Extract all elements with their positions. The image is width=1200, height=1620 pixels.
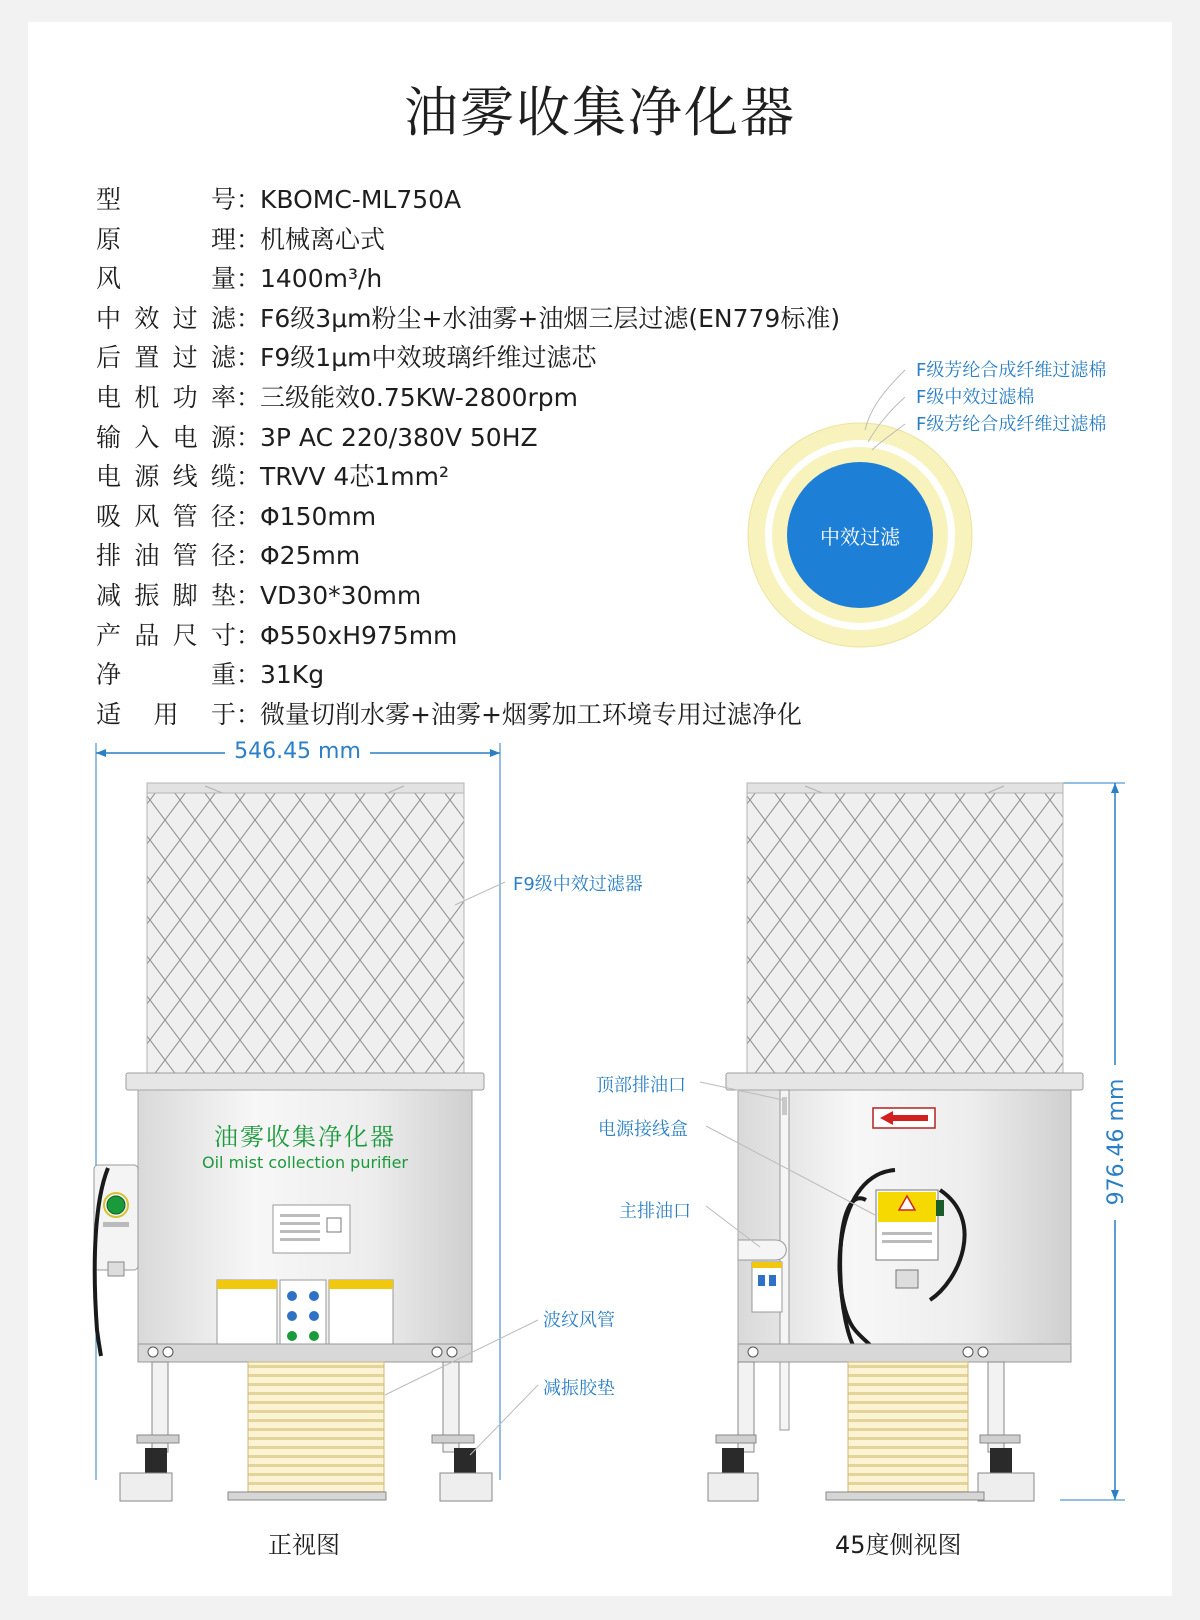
body-brand-subtitle: Oil mist collection purifier xyxy=(202,1153,408,1172)
f9-filter-mesh xyxy=(147,793,464,1073)
top-oil-drain-pipe xyxy=(780,1090,789,1430)
spec-value: 31Kg xyxy=(260,660,325,690)
spec-row: 输入电源：3P AC 220/380V 50HZ xyxy=(96,418,840,458)
spec-value: TRVV 4芯1mm² xyxy=(260,462,449,492)
main-oil-drain-port xyxy=(738,1240,786,1260)
spec-value: 机械离心式 xyxy=(260,224,386,254)
anti-vibration-pad xyxy=(990,1448,1012,1473)
spec-row: 风量：1400m³/h xyxy=(96,259,840,299)
dimension-arrow-up-icon xyxy=(1111,783,1119,793)
side-view-drawing xyxy=(700,783,1130,1501)
spec-row: 电机功率：三级能效0.75KW-2800rpm xyxy=(96,378,840,418)
side-corrugated-air-duct xyxy=(848,1362,968,1492)
filter-layer-callout: F级芳纶合成纤维过滤棉 xyxy=(916,414,1107,435)
spec-value: Φ25mm xyxy=(260,541,361,571)
spec-row: 净重：31Kg xyxy=(96,655,840,695)
spec-row: 吸风管径：Φ150mm xyxy=(96,497,840,537)
f9-filter-callout: F9级中效过滤器 xyxy=(513,874,643,895)
spec-value: Φ550xH975mm xyxy=(260,620,458,650)
anti-vibration-pad xyxy=(145,1448,167,1473)
spec-label: 减振脚垫 xyxy=(96,580,236,610)
spec-row: 原理：机械离心式 xyxy=(96,220,840,260)
anti-vibration-pad xyxy=(722,1448,744,1473)
spec-row: 产品尺寸：Φ550xH975mm xyxy=(96,616,840,656)
spec-label: 产品尺寸 xyxy=(96,620,236,650)
spec-row: 中效过滤：F6级3μm粉尘+水油雾+油烟三层过滤(EN779标准) xyxy=(96,299,840,339)
core-filter-label: 中效过滤 xyxy=(820,525,900,549)
spec-label: 吸风管径 xyxy=(96,501,236,531)
spec-row: 后置过滤：F9级1μm中效玻璃纤维过滤芯 xyxy=(96,338,840,378)
spec-label: 原理 xyxy=(96,224,236,254)
dimension-arrow-right-icon xyxy=(490,749,500,757)
spec-value: 3P AC 220/380V 50HZ xyxy=(260,422,538,452)
filter-layer-callout: F级中效过滤棉 xyxy=(916,387,1035,408)
spec-label: 中效过滤 xyxy=(96,303,236,333)
spec-label: 风量 xyxy=(96,264,236,294)
spec-value: VD30*30mm xyxy=(260,580,422,610)
spec-value: Φ150mm xyxy=(260,501,377,531)
spec-value: 三级能效0.75KW-2800rpm xyxy=(260,382,579,412)
spec-label: 型号 xyxy=(96,185,236,214)
spec-row: 适用于：微量切削水雾+油雾+烟雾加工环境专用过滤净化 xyxy=(96,695,840,735)
spec-label: 适用于 xyxy=(96,699,236,729)
body-brand-title: 油雾收集净化器 xyxy=(214,1123,396,1151)
width-dimension-label: 546.45 mm xyxy=(234,739,361,764)
junction-box-callout: 电源接线盒 xyxy=(598,1119,688,1140)
spec-label: 排油管径 xyxy=(96,541,236,571)
top-oil-drain-callout: 顶部排油口 xyxy=(596,1075,686,1096)
spec-label: 电机功率 xyxy=(96,382,236,412)
spec-value: 1400m³/h xyxy=(260,264,383,294)
height-dimension-label: 976.46 mm xyxy=(1104,1078,1129,1206)
body-top-flange xyxy=(126,1073,484,1090)
vibration-pad-callout: 减振胶垫 xyxy=(543,1378,615,1399)
spec-value: F9级1μm中效玻璃纤维过滤芯 xyxy=(260,343,597,373)
spec-row: 排油管径：Φ25mm xyxy=(96,536,840,576)
spec-label: 净重 xyxy=(96,660,236,690)
page-title: 油雾收集净化器 xyxy=(404,81,796,144)
spec-label: 输入电源 xyxy=(96,422,236,452)
callout-leader-line xyxy=(470,1385,538,1455)
side-view-label: 45度侧视图 xyxy=(835,1531,962,1559)
spec-value: 微量切削水雾+油雾+烟雾加工环境专用过滤净化 xyxy=(260,699,802,729)
cable-gland xyxy=(896,1270,918,1288)
filter-layer-callout: F级芳纶合成纤维过滤棉 xyxy=(916,360,1107,381)
corrugated-air-duct xyxy=(248,1362,384,1492)
spec-value: KBOMC-ML750A xyxy=(260,185,462,214)
spec-row: 电源线缆：TRVV 4芯1mm² xyxy=(96,457,840,497)
main-oil-drain-callout: 主排油口 xyxy=(619,1201,691,1222)
spec-row: 型号：KBOMC-ML750A xyxy=(96,180,840,220)
front-view-label: 正视图 xyxy=(268,1531,340,1559)
spec-label: 后置过滤 xyxy=(96,343,236,373)
air-duct-callout: 波纹风管 xyxy=(543,1310,615,1331)
dimension-arrow-down-icon xyxy=(1111,1490,1119,1500)
side-filter-mesh xyxy=(747,793,1063,1073)
spec-row: 减振脚垫：VD30*30mm xyxy=(96,576,840,616)
power-indicator-light-icon xyxy=(107,1196,125,1214)
dimension-arrow-left-icon xyxy=(96,749,106,757)
spec-value: F6级3μm粉尘+水油雾+油烟三层过滤(EN779标准) xyxy=(260,303,841,333)
filter-top-rim xyxy=(147,783,464,793)
product-nameplate xyxy=(273,1205,350,1253)
layer-leader-line xyxy=(865,370,905,430)
spec-label: 电源线缆 xyxy=(96,462,236,492)
